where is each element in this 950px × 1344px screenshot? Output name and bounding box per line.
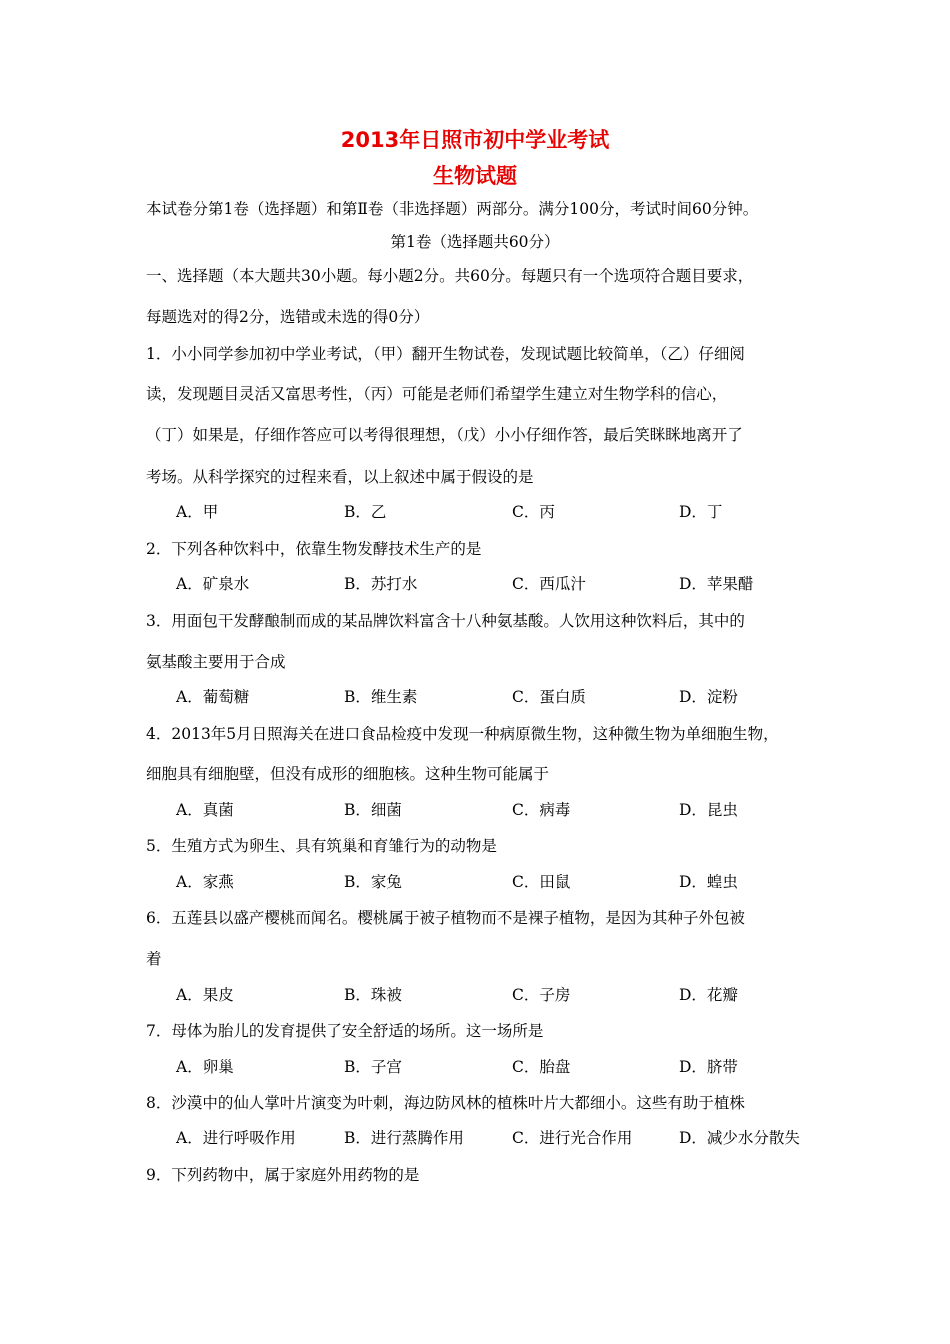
section-title: 第1卷（选择题共60分） [390, 233, 560, 251]
exam-subtitle: 生物试题 [433, 164, 517, 188]
question-text: 1．小小同学参加初中学业考试，（甲）翻开生物试卷，发现试题比较简单，（乙）仔细阅 [146, 345, 745, 363]
option-b: B．乙 [344, 503, 387, 521]
option-b: B．细菌 [344, 801, 402, 819]
option-b: B．家兔 [344, 873, 402, 891]
option-b: B．苏打水 [344, 575, 418, 593]
question-text: 细胞具有细胞壁，但没有成形的细胞核。这种生物可能属于 [146, 765, 550, 783]
options-row [0, 1057, 950, 1077]
options-row [0, 502, 950, 522]
options-row [0, 985, 950, 1005]
question-text: 7．母体为胎儿的发育提供了安全舒适的场所。这一场所是 [146, 1022, 544, 1040]
options-row [0, 1128, 950, 1148]
question-text: 着 [146, 950, 162, 968]
option-d: D．蝗虫 [679, 873, 738, 891]
options-row [0, 687, 950, 707]
options-row [0, 872, 950, 892]
question-text: 5．生殖方式为卵生、具有筑巢和育雏行为的动物是 [146, 837, 497, 855]
option-c: C．子房 [512, 986, 571, 1004]
option-d: D．花瓣 [679, 986, 738, 1004]
option-c: C．胎盘 [512, 1058, 571, 1076]
instruction-line: 每题选对的得2分，选错或未选的得0分） [146, 308, 430, 326]
option-b: B．珠被 [344, 986, 402, 1004]
option-a: A．家燕 [176, 873, 234, 891]
options-row [0, 574, 950, 594]
question-text: 6．五莲县以盛产樱桃而闻名。樱桃属于被子植物而不是裸子植物，是因为其种子外包被 [146, 909, 745, 927]
option-a: A．卵巢 [176, 1058, 234, 1076]
option-d: D．减少水分散失 [679, 1129, 800, 1147]
question-text: 读，发现题目灵活又富思考性，（丙）可能是老师们希望学生建立对生物学科的信心， [146, 385, 728, 403]
option-a: A．真菌 [176, 801, 234, 819]
option-b: B．子宫 [344, 1058, 402, 1076]
option-b: B．进行蒸腾作用 [344, 1129, 464, 1147]
option-a: A．进行呼吸作用 [176, 1129, 296, 1147]
option-b: B．维生素 [344, 688, 418, 706]
exam-intro: 本试卷分第1卷（选择题）和第Ⅱ卷（非选择题）两部分。满分100分，考试时间60分钟。 [146, 200, 759, 218]
question-text: 考场。从科学探究的过程来看，以上叙述中属于假设的是 [146, 468, 534, 486]
option-c: C．病毒 [512, 801, 571, 819]
question-text: 4．2013年5月日照海关在进口食品检疫中发现一种病原微生物，这种微生物为单细胞生物， [146, 725, 779, 743]
question-text: 2．下列各种饮料中，依靠生物发酵技术生产的是 [146, 540, 482, 558]
question-text: 3．用面包干发酵酿制而成的某品牌饮料富含十八种氨基酸。人饮用这种饮料后，其中的 [146, 612, 745, 630]
option-a: A．葡萄糖 [176, 688, 250, 706]
instruction-line: 一、选择题（本大题共30小题。每小题2分。共60分。每题只有一个选项符合题目要求， [146, 267, 754, 285]
option-a: A．矿泉水 [176, 575, 250, 593]
option-c: C．丙 [512, 503, 555, 521]
option-c: C．进行光合作用 [512, 1129, 633, 1147]
option-a: A．甲 [176, 503, 219, 521]
options-row [0, 800, 950, 820]
option-c: C．蛋白质 [512, 688, 586, 706]
question-text: 9．下列药物中，属于家庭外用药物的是 [146, 1166, 420, 1184]
option-c: C．西瓜汁 [512, 575, 586, 593]
option-c: C．田鼠 [512, 873, 571, 891]
option-d: D．丁 [679, 503, 723, 521]
question-text: 8．沙漠中的仙人掌叶片演变为叶刺，海边防风林的植株叶片大都细小。这些有助于植株 [146, 1094, 745, 1112]
question-text: 氨基酸主要用于合成 [146, 653, 286, 671]
option-a: A．果皮 [176, 986, 234, 1004]
exam-title: 2013年日照市初中学业考试 [340, 128, 610, 152]
option-d: D．苹果醋 [679, 575, 754, 593]
option-d: D．脐带 [679, 1058, 738, 1076]
question-text: （丁）如果是，仔细作答应可以考得很理想，（戊）小小仔细作答，最后笑眯眯地离开了 [146, 426, 743, 444]
option-d: D．淀粉 [679, 688, 738, 706]
option-d: D．昆虫 [679, 801, 738, 819]
